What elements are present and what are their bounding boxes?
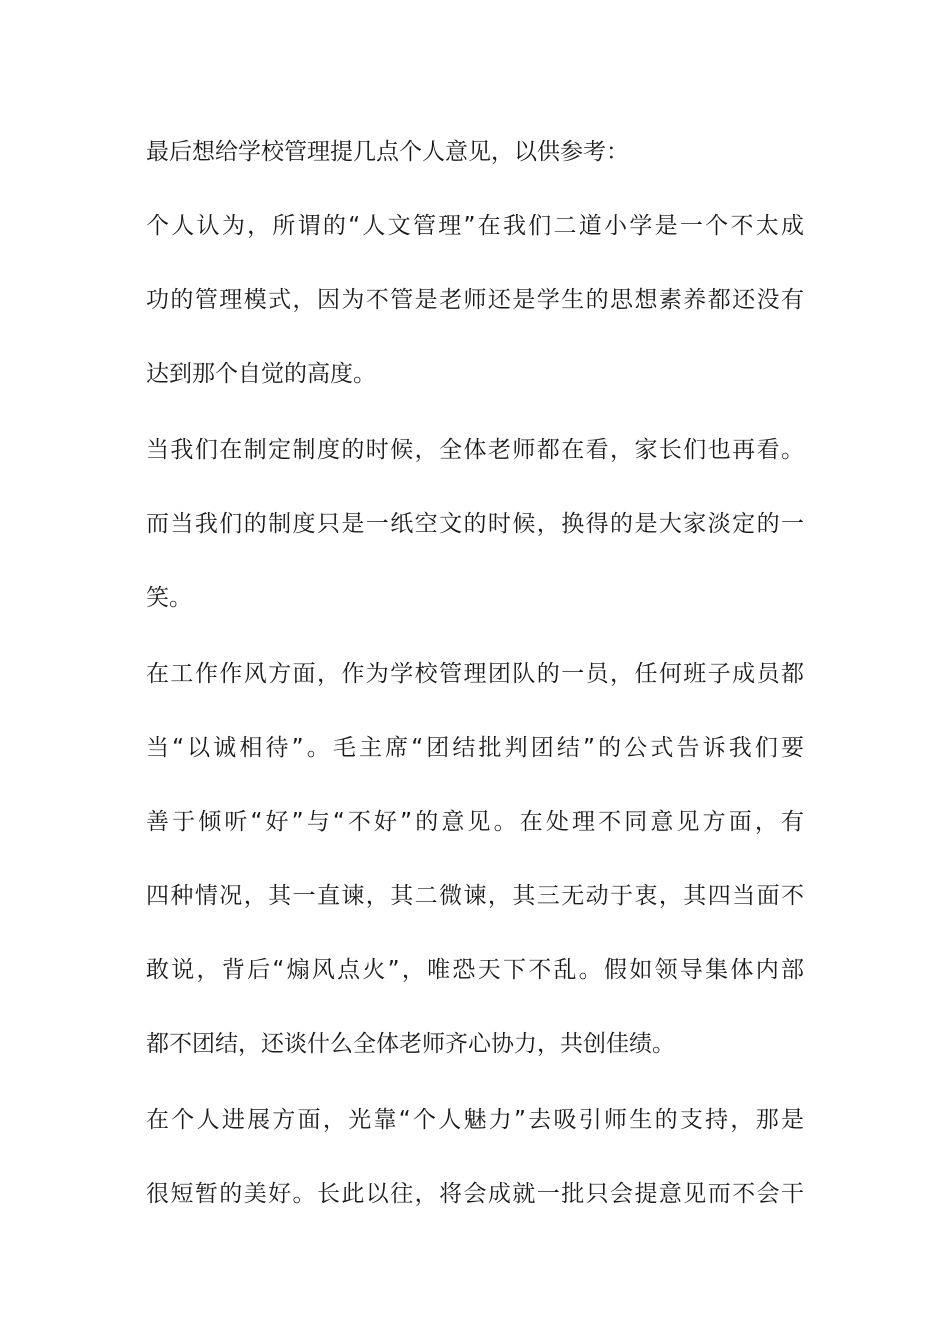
- text-line: 个人认为，所谓的“人文管理”在我们二道小学是一个不太成: [146, 213, 804, 239]
- text-line: 在工作作风方面，作为学校管理团队的一员，任何班子成员都: [146, 661, 804, 687]
- text-line: 当我们在制定制度的时候，全体老师都在看，家长们也再看。: [146, 437, 804, 463]
- text-line: 都不团结，还谈什么全体老师齐心协力，共创佳绩。: [146, 1031, 675, 1057]
- text-line: 善于倾听“好”与“不好”的意见。在处理不同意见方面，有: [146, 809, 804, 835]
- text-line: 在个人进展方面，光靠“个人魅力”去吸引师生的支持，那是: [146, 1107, 804, 1133]
- text-line: 功的管理模式，因为不管是老师还是学生的思想素养都还没有: [146, 287, 804, 313]
- text-line: 而当我们的制度只是一纸空文的时候，换得的是大家淡定的一: [146, 511, 804, 537]
- text-line: 当“以诚相待”。毛主席“团结批判团结”的公式告诉我们要: [146, 735, 804, 761]
- text-line: 达到那个自觉的高度。: [146, 361, 376, 387]
- text-line: 敢说，背后“煽风点火”，唯恐天下不乱。假如领导集体内部: [146, 957, 804, 983]
- text-line: 很短暂的美好。长此以往，将会成就一批只会提意见而不会干: [146, 1181, 804, 1207]
- text-line: 最后想给学校管理提几点个人意见，以供参考：: [146, 139, 629, 165]
- text-line: 四种情况，其一直谏，其二微谏，其三无动于衷，其四当面不: [146, 883, 804, 909]
- text-line: 笑。: [146, 585, 192, 611]
